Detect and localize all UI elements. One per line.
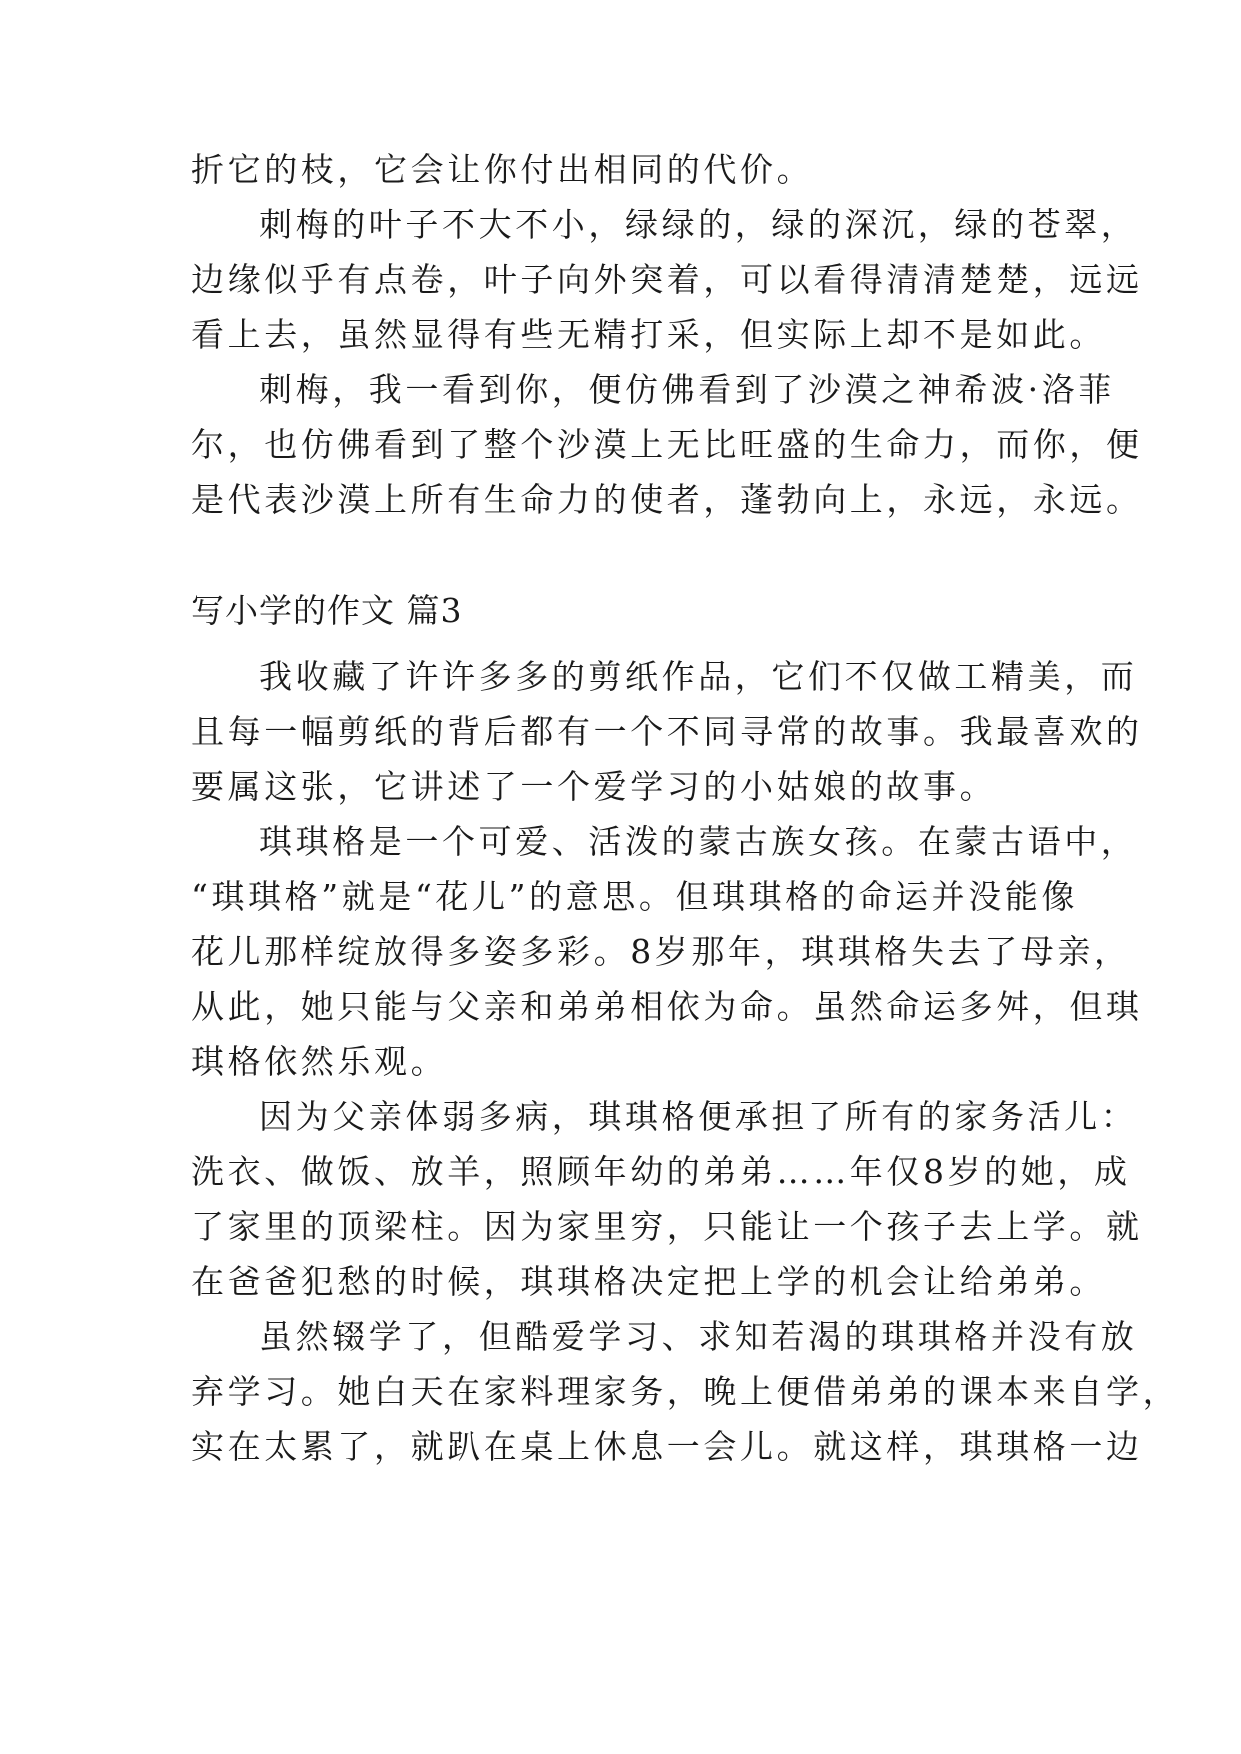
- paragraph-first-line: 刺梅的叶子不大不小，绿绿的，绿的深沉，绿的苍翠，: [259, 205, 1138, 244]
- text-line: 折它的枝，它会让你付出相同的代价。: [191, 150, 814, 189]
- text-line: 要属这张，它讲述了一个爱学习的小姑娘的故事。: [191, 767, 997, 806]
- text-line: 琪格依然乐观。: [191, 1042, 448, 1081]
- text-line: 边缘似乎有点卷，叶子向外突着，可以看得清清楚楚，远远: [191, 260, 1143, 299]
- text-line: 在爸爸犯愁的时候，琪琪格决定把上学的机会让给弟弟。: [191, 1262, 1106, 1301]
- paragraph-first-line: 刺梅，我一看到你，便仿佛看到了沙漠之神希波·洛菲: [259, 370, 1115, 409]
- text-line: 弃学习。她白天在家料理家务，晚上便借弟弟的课本来自学，: [191, 1372, 1180, 1411]
- text-line: 且每一幅剪纸的背后都有一个不同寻常的故事。我最喜欢的: [191, 712, 1143, 751]
- text-line: 尔，也仿佛看到了整个沙漠上无比旺盛的生命力，而你，便: [191, 425, 1143, 464]
- paragraph-first-line: 因为父亲体弱多病，琪琪格便承担了所有的家务活儿：: [259, 1097, 1138, 1136]
- text-line: 洗衣、做饭、放羊，照顾年幼的弟弟……年仅8岁的她，成: [191, 1152, 1131, 1191]
- text-line: 是代表沙漠上所有生命力的使者，蓬勃向上，永远，永远。: [191, 480, 1143, 519]
- paragraph-first-line: 我收藏了许许多多的剪纸作品，它们不仅做工精美，而: [259, 657, 1138, 696]
- text-line: 看上去，虽然显得有些无精打采，但实际上却不是如此。: [191, 315, 1106, 354]
- text-line: 花儿那样绽放得多姿多彩。8岁那年，琪琪格失去了母亲，: [191, 932, 1131, 971]
- text-line: 实在太累了，就趴在桌上休息一会儿。就这样，琪琪格一边: [191, 1427, 1143, 1466]
- section-heading: 写小学的作文 篇3: [191, 591, 463, 630]
- paragraph-first-line: 琪琪格是一个可爱、活泼的蒙古族女孩。在蒙古语中，: [259, 822, 1138, 861]
- text-line: 从此，她只能与父亲和弟弟相依为命。虽然命运多舛，但琪: [191, 987, 1143, 1026]
- text-line: “琪琪格”就是“花儿”的意思。但琪琪格的命运并没能像: [191, 877, 1079, 916]
- text-line: 了家里的顶梁柱。因为家里穷，只能让一个孩子去上学。就: [191, 1207, 1143, 1246]
- paragraph-first-line: 虽然辍学了，但酷爱学习、求知若渴的琪琪格并没有放: [259, 1317, 1138, 1356]
